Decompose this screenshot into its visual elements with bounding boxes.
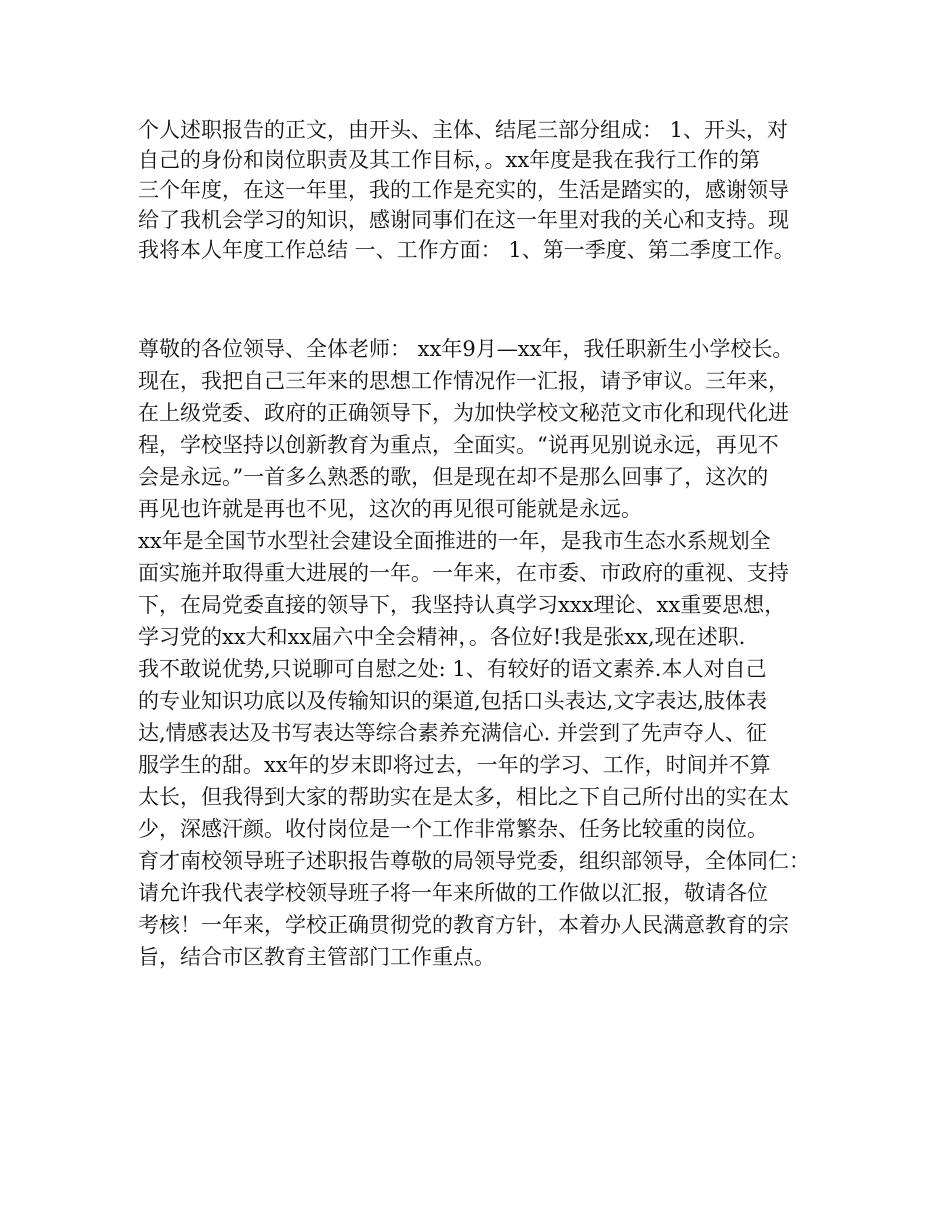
text-line: 服学生的甜。xx年的岁末即将过去，一年的学习、工作，时间并不算 xyxy=(138,753,771,777)
text-line: 程，学校坚持以创新教育为重点，全面实。“说再见别说永远，再见不 xyxy=(138,433,779,457)
text-line: 尊敬的各位领导、全体老师： xx年9月—xx年，我任职新生小学校长。 xyxy=(138,337,794,361)
text-line: 请允许我代表学校领导班子将一年来所做的工作做以汇报，敬请各位 xyxy=(138,881,768,905)
text-line: 现在，我把自己三年来的思想工作情况作一汇报，请予审议。三年来， xyxy=(138,369,789,393)
text-line: 少，深感汗颜。收付岗位是一个工作非常繁杂、任务比较重的岗位。 xyxy=(138,817,768,841)
text-line: 个人述职报告的正文，由开头、主体、结尾三部分组成： 1、开头，对 xyxy=(138,118,789,142)
text-line: 下，在局党委直接的领导下，我坚持认真学习xxx理论、xx重要思想， xyxy=(138,593,786,617)
text-line: 再见也许就是再也不见，这次的再见很可能就是永远。 xyxy=(138,497,642,521)
text-line: 的专业知识功底以及传输知识的渠道,包括口头表达,文字表达,肢体表 xyxy=(138,689,768,713)
text-line: 学习党的xx大和xx届六中全会精神，。各位好!我是张xx,现在述职. xyxy=(138,625,746,649)
text-line: 三个年度，在这一年里，我的工作是充实的，生活是踏实的，感谢领导 xyxy=(138,178,789,202)
text-line: 自己的身份和岗位职责及其工作目标，。xx年度是我在我行工作的第 xyxy=(138,148,761,172)
text-line: 会是永远。”一首多么熟悉的歌，但是现在却不是那么回事了，这次的 xyxy=(138,465,769,489)
text-line: 我不敢说优势,只说聊可自慰之处: 1、有较好的语文素养.本人对自己 xyxy=(138,657,767,681)
text-line: 旨，结合市区教育主管部门工作重点。 xyxy=(138,945,495,969)
text-line: xx年是全国节水型社会建设全面推进的一年，是我市生态水系规划全 xyxy=(138,529,771,553)
text-line: 给了我机会学习的知识，感谢同事们在这一年里对我的关心和支持。现 xyxy=(138,208,789,232)
text-line: 我将本人年度工作总结 一、工作方面： 1、第一季度、第二季度工作。 xyxy=(138,238,795,262)
text-line: 太长，但我得到大家的帮助实在是太多，相比之下自己所付出的实在太 xyxy=(138,785,789,809)
text-line: 面实施并取得重大进展的一年。一年来，在市委、市政府的重视、支持 xyxy=(138,561,789,585)
text-line: 考核！一年来，学校正确贯彻党的教育方针，本着办人民满意教育的宗 xyxy=(138,913,789,937)
text-line: 在上级党委、政府的正确领导下，为加快学校文秘范文市化和现代化进 xyxy=(138,401,789,425)
text-line: 育才南校领导班子述职报告尊敬的局领导党委，组织部领导，全体同仁： xyxy=(138,849,810,873)
text-line: 达,情感表达及书写表达等综合素养充满信心. 并尝到了先声夺人、征 xyxy=(138,721,768,745)
